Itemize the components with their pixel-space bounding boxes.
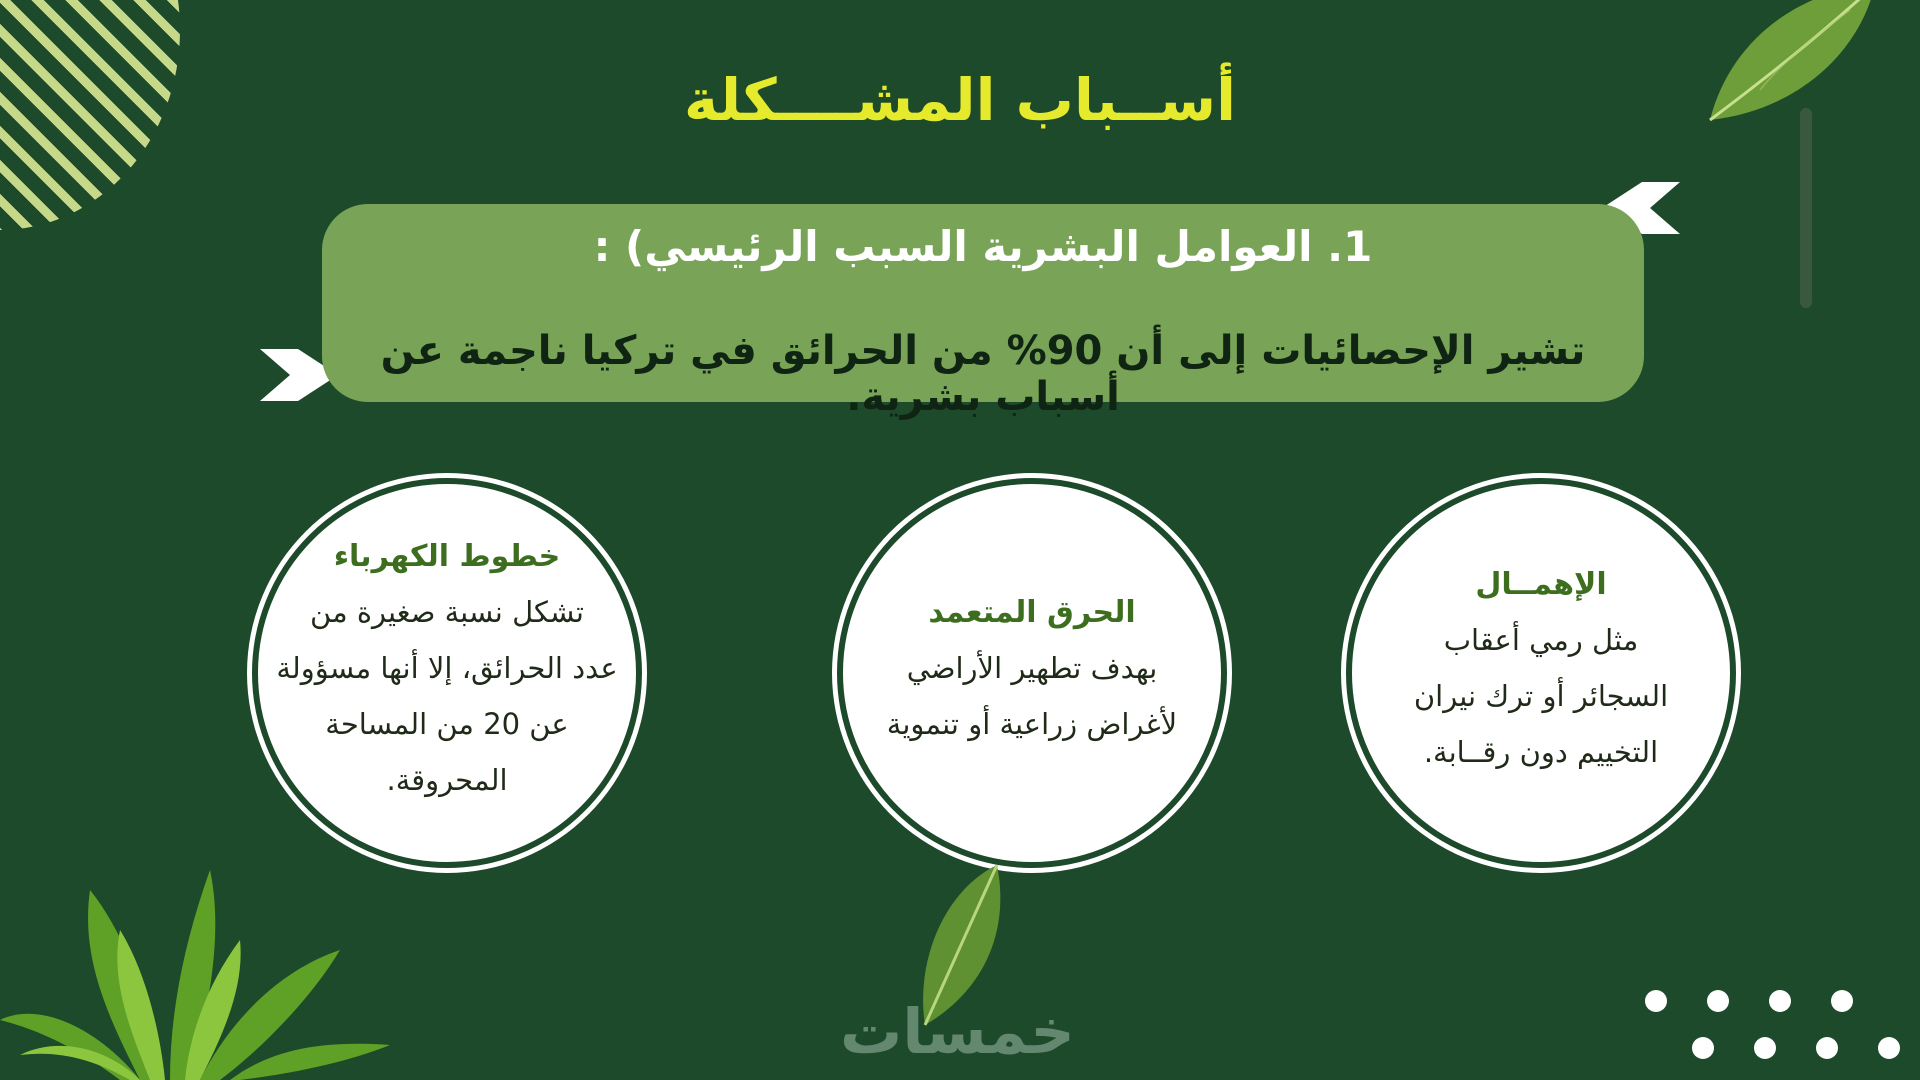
watermark: خمسات <box>840 995 1075 1068</box>
cause-title: الحرق المتعمد <box>928 594 1136 630</box>
dot-decoration <box>1754 1037 1776 1059</box>
dot-decoration <box>1707 990 1729 1012</box>
cause-circle-negligence <box>1346 478 1736 868</box>
cause-circle-power-lines <box>252 478 642 868</box>
cause-circle-arson <box>837 478 1227 868</box>
cause-title: الإهمــال <box>1475 566 1607 602</box>
dot-decoration <box>1816 1037 1838 1059</box>
banner-heading: 1. العوامل البشرية السبب الرئيسي) : <box>593 222 1373 271</box>
plant-icon <box>0 850 400 1080</box>
banner-body: تشير الإحصائيات إلى أن 90% من الحرائق في تركيا ناجمة عن أسباب بشرية. <box>380 328 1586 420</box>
cause-body: بهدف تطهير الأراضي لأغراض زراعية أو تنموية <box>886 650 1178 741</box>
cause-title: خطوط الكهرباء <box>333 538 561 574</box>
cause-body: مثل رمي أعقاب السجائر أو ترك نيران التخييم دون رقــابة. <box>1413 622 1669 769</box>
slide-title: أســباب المشــــكلة <box>684 66 1236 134</box>
dot-decoration <box>1692 1037 1714 1059</box>
vertical-bar-decoration <box>1800 108 1812 308</box>
dot-decoration <box>1831 990 1853 1012</box>
dot-decoration <box>1878 1037 1900 1059</box>
dot-decoration <box>1769 990 1791 1012</box>
cause-body: تشكل نسبة صغيرة من عدد الحرائق، إلا أنها مسؤولة عن 20 من المساحة المحروقة. <box>276 594 618 797</box>
dot-decoration <box>1645 990 1667 1012</box>
